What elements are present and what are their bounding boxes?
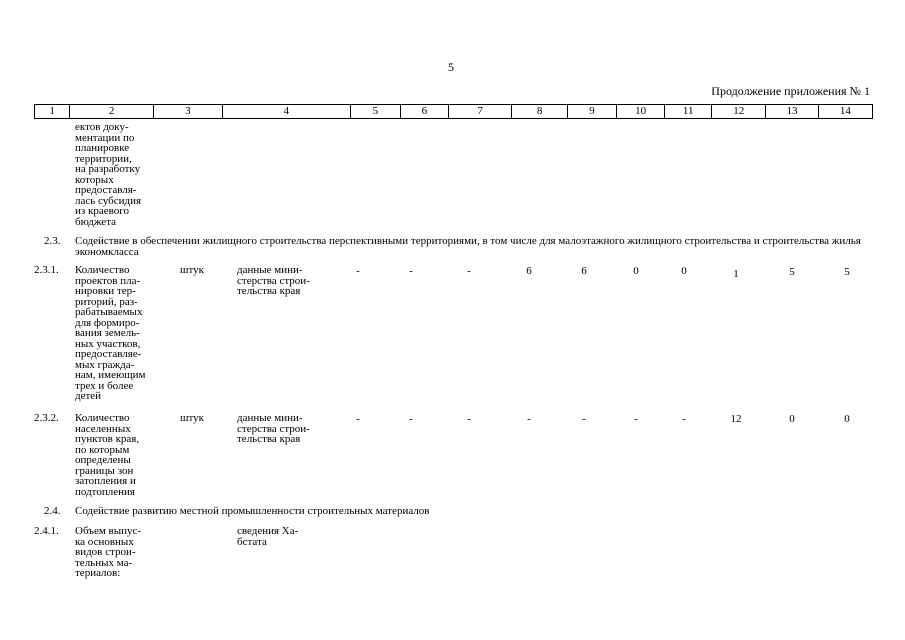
header-col: 9: [568, 105, 617, 118]
source-cell: сведения Ха- бстата: [237, 525, 299, 548]
header-col: 12: [712, 105, 766, 118]
row-number: 2.3.1.: [34, 264, 59, 276]
value-cell: -: [634, 413, 638, 425]
unit-cell: штук: [180, 412, 204, 424]
section-title: Содействие в обеспечении жилищного строительства перспективными территориями, в том числе для малоэтажного жилищного строительства и строительства жилья экономкласса: [75, 235, 861, 258]
row-number: 2.4.1.: [34, 525, 59, 537]
value-cell: 6: [581, 265, 587, 277]
value-cell: -: [527, 413, 531, 425]
value-cell: 1: [733, 268, 739, 280]
value-cell: -: [467, 413, 471, 425]
unit-cell: штук: [180, 264, 204, 276]
header-col: 14: [839, 105, 851, 117]
value-cell: 0: [681, 265, 687, 277]
header-col: 2: [70, 105, 154, 118]
row-number: 2.3.2.: [34, 412, 59, 424]
value-cell: 0: [789, 413, 795, 425]
page-number: 5: [448, 60, 454, 74]
section-number: 2.3.: [44, 235, 61, 247]
value-cell: 0: [844, 413, 850, 425]
row-name-cell: Количество проектов пла- нировки тер- риторий, раз- рабатываемых для формиро- вания земель- ных участков, предоставляе- мых гражда- нам, имеющим трех и более детей: [75, 264, 146, 402]
value-cell: -: [409, 413, 413, 425]
row-name-cell: Объем выпус- ка основных видов строи- тельных ма- териалов:: [75, 525, 142, 579]
header-col: 6: [401, 105, 450, 118]
continuation-label: Продолжение приложения № 1: [711, 84, 870, 98]
value-cell: -: [467, 265, 471, 277]
header-col: 13: [766, 105, 818, 118]
header-col: 11: [665, 105, 712, 118]
header-col: 7: [449, 105, 512, 118]
value-cell: -: [356, 265, 360, 277]
row-name-cell: Количество населенных пунктов края, по которым определены границы зон затопления и подтопления: [75, 412, 140, 498]
table-header: [34, 104, 873, 119]
value-cell: 6: [526, 265, 532, 277]
value-cell: 5: [789, 266, 795, 278]
section-number: 2.4.: [44, 505, 61, 517]
value-cell: -: [409, 265, 413, 277]
value-cell: -: [582, 413, 586, 425]
header-col: 5: [351, 105, 401, 118]
value-cell: -: [356, 413, 360, 425]
header-col: 3: [154, 105, 223, 118]
header-col: 1: [35, 105, 70, 118]
header-col: 8: [512, 105, 568, 118]
header-col: 4: [223, 105, 352, 118]
source-cell: данные мини- стерства строи- тельства края: [237, 264, 310, 297]
value-cell: 0: [633, 265, 639, 277]
source-cell: данные мини- стерства строи- тельства края: [237, 412, 310, 445]
row-name-cell: ектов доку- ментации по планировке территории, на разработку которых предоставля- лась субсидия из краевого бюджета: [75, 121, 142, 228]
value-cell: 5: [844, 266, 850, 278]
value-cell: 12: [730, 413, 742, 425]
section-title: Содействие развитию местной промышленности строительных материалов: [75, 505, 430, 517]
value-cell: -: [682, 413, 686, 425]
header-col: 10: [617, 105, 666, 118]
